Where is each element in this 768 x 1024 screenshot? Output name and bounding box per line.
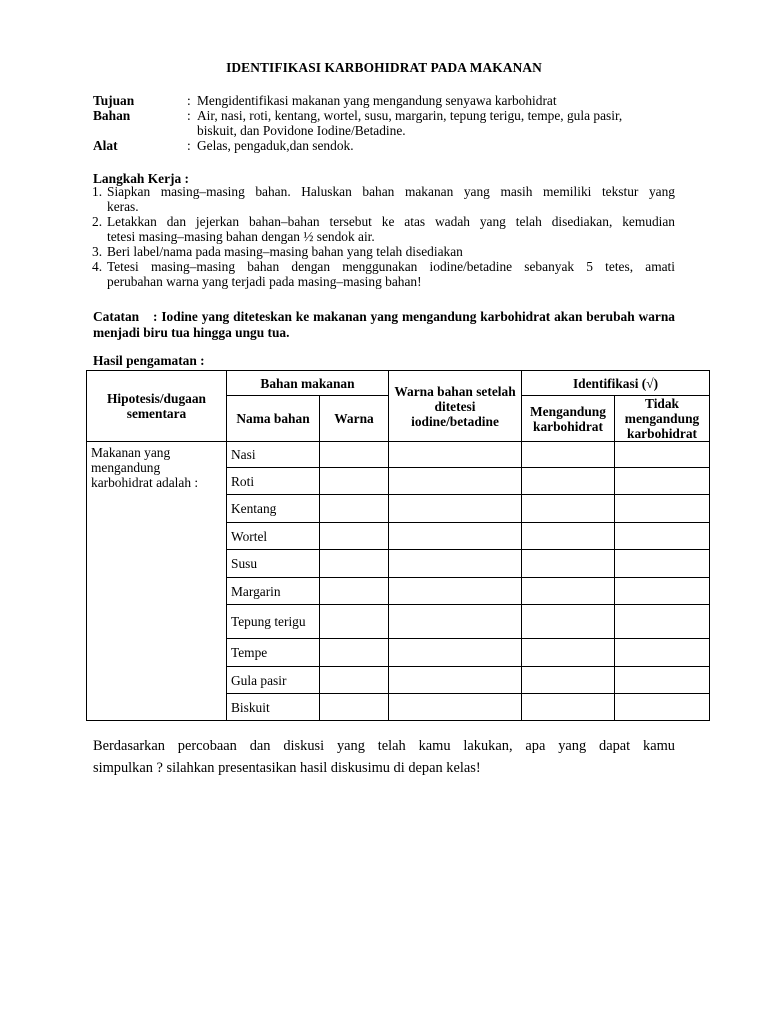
header-nama-bahan: Nama bahan <box>227 396 320 442</box>
page-title: IDENTIFIKASI KARBOHIDRAT PADA MAKANAN <box>226 60 542 75</box>
warna-iodine-cell[interactable] <box>389 495 522 523</box>
step-text-line: Siapkan masing–masing bahan. Haluskan bahan makanan yang masih memiliki tekstur yang <box>107 184 675 199</box>
mengandung-cell[interactable] <box>522 667 615 694</box>
note-lead: Catatan <box>93 309 140 324</box>
mengandung-cell[interactable] <box>522 442 615 468</box>
warna-iodine-cell[interactable] <box>389 468 522 495</box>
warna-cell[interactable] <box>320 495 389 523</box>
meta-alat-label: Alat <box>93 138 118 153</box>
step-number: 3. <box>92 244 103 259</box>
warna-cell[interactable] <box>320 639 389 667</box>
tidak-mengandung-cell[interactable] <box>615 495 710 523</box>
meta-bahan-label: Bahan <box>93 108 131 123</box>
warna-cell[interactable] <box>320 694 389 721</box>
header-identifikasi: Identifikasi (√) <box>522 371 710 396</box>
mengandung-cell[interactable] <box>522 550 615 578</box>
step-number: 4. <box>92 259 103 274</box>
tidak-mengandung-cell[interactable] <box>615 442 710 468</box>
nama-bahan-cell: Nasi <box>227 442 320 468</box>
meta-bahan-value-1: Air, nasi, roti, kentang, wortel, susu, margarin, tepung terigu, tempe, gula pasir, <box>197 108 623 123</box>
step-text-line: Letakkan dan jejerkan bahan–bahan tersebut ke atas wadah yang telah disediakan, kemudian <box>107 214 675 229</box>
nama-bahan-cell: Wortel <box>227 523 320 550</box>
step-number: 2. <box>92 214 103 229</box>
warna-iodine-cell[interactable] <box>389 667 522 694</box>
warna-iodine-cell[interactable] <box>389 578 522 605</box>
header-bahan-makanan: Bahan makanan <box>227 371 389 396</box>
header-mengandung: Mengandung karbohidrat <box>522 396 615 442</box>
meta-bahan-value-2: biskuit, dan Povidone Iodine/Betadine. <box>197 123 406 138</box>
nama-bahan-cell: Kentang <box>227 495 320 523</box>
header-hipotesis: Hipotesis/dugaan sementara <box>87 371 227 442</box>
tidak-mengandung-cell[interactable] <box>615 550 710 578</box>
nama-bahan-cell: Gula pasir <box>227 667 320 694</box>
tidak-mengandung-cell[interactable] <box>615 523 710 550</box>
step-item <box>93 184 675 214</box>
warna-cell[interactable] <box>320 550 389 578</box>
meta-tujuan <box>93 93 683 108</box>
meta-alat-value: Gelas, pengaduk,dan sendok. <box>197 138 354 153</box>
meta-bahan-sep: : <box>187 108 191 123</box>
results-heading: Hasil pengamatan : <box>93 353 205 368</box>
meta-alat <box>93 138 683 153</box>
warna-iodine-cell[interactable] <box>389 442 522 468</box>
tidak-mengandung-cell[interactable] <box>615 605 710 639</box>
step-text-line: keras. <box>107 199 139 214</box>
tidak-mengandung-cell[interactable] <box>615 468 710 495</box>
step-text-line: Beri label/nama pada masing–masing bahan yang telah disediakan <box>107 244 463 259</box>
meta-block <box>93 93 683 153</box>
closing-line: simpulkan ? silahkan presentasikan hasil diskusimu di depan kelas! <box>93 760 481 776</box>
warna-iodine-cell[interactable] <box>389 523 522 550</box>
warna-iodine-cell[interactable] <box>389 550 522 578</box>
closing-line: Berdasarkan percobaan dan diskusi yang telah kamu lakukan, apa yang dapat kamu <box>93 738 675 754</box>
hipotesis-cell[interactable]: Makanan yang mengandung karbohidrat adalah : <box>87 442 227 721</box>
meta-bahan <box>93 108 683 123</box>
warna-cell[interactable] <box>320 442 389 468</box>
mengandung-cell[interactable] <box>522 523 615 550</box>
nama-bahan-cell: Roti <box>227 468 320 495</box>
warna-cell[interactable] <box>320 578 389 605</box>
nama-bahan-cell: Tepung terigu <box>227 605 320 639</box>
step-text-line: perubahan warna yang terjadi pada masing–masing bahan! <box>107 274 422 289</box>
warna-iodine-cell[interactable] <box>389 639 522 667</box>
header-warna-iodine: Warna bahan setelah ditetesi iodine/betadine <box>389 371 522 442</box>
meta-bahan-cont <box>93 123 683 138</box>
warna-cell[interactable] <box>320 523 389 550</box>
warna-cell[interactable] <box>320 667 389 694</box>
nama-bahan-cell: Margarin <box>227 578 320 605</box>
tidak-mengandung-cell[interactable] <box>615 578 710 605</box>
steps-list <box>93 184 675 289</box>
note-paragraph <box>93 309 675 341</box>
step-number: 1. <box>92 184 103 199</box>
mengandung-cell[interactable] <box>522 495 615 523</box>
warna-cell[interactable] <box>320 468 389 495</box>
steps-heading: Langkah Kerja : <box>93 171 189 186</box>
nama-bahan-cell: Biskuit <box>227 694 320 721</box>
mengandung-cell[interactable] <box>522 639 615 667</box>
mengandung-cell[interactable] <box>522 578 615 605</box>
note-text: : Iodine yang diteteskan ke makanan yang mengandung karbohidrat akan berubah warna menjadi biru tua hingga ungu tua. <box>93 309 675 340</box>
warna-cell[interactable] <box>320 605 389 639</box>
warna-iodine-cell[interactable] <box>389 694 522 721</box>
meta-alat-sep: : <box>187 138 191 153</box>
tidak-mengandung-cell[interactable] <box>615 639 710 667</box>
step-item <box>93 214 675 244</box>
closing-paragraph <box>93 735 675 779</box>
nama-bahan-cell: Tempe <box>227 639 320 667</box>
mengandung-cell[interactable] <box>522 694 615 721</box>
nama-bahan-cell: Susu <box>227 550 320 578</box>
warna-iodine-cell[interactable] <box>389 605 522 639</box>
mengandung-cell[interactable] <box>522 605 615 639</box>
header-warna: Warna <box>320 396 389 442</box>
observation-table <box>86 370 710 721</box>
meta-tujuan-label: Tujuan <box>93 93 135 108</box>
meta-tujuan-sep: : <box>187 93 191 108</box>
step-item <box>93 259 675 289</box>
step-text-line: Tetesi masing–masing bahan dengan menggunakan iodine/betadine sebanyak 5 tetes, amati <box>107 259 675 274</box>
step-item <box>93 244 675 259</box>
tidak-mengandung-cell[interactable] <box>615 694 710 721</box>
tidak-mengandung-cell[interactable] <box>615 667 710 694</box>
step-text-line: tetesi masing–masing bahan dengan ½ sendok air. <box>107 229 375 244</box>
mengandung-cell[interactable] <box>522 468 615 495</box>
meta-tujuan-value: Mengidentifikasi makanan yang mengandung senyawa karbohidrat <box>197 93 557 108</box>
header-tidak-mengandung: Tidak mengandung karbohidrat <box>615 396 710 442</box>
